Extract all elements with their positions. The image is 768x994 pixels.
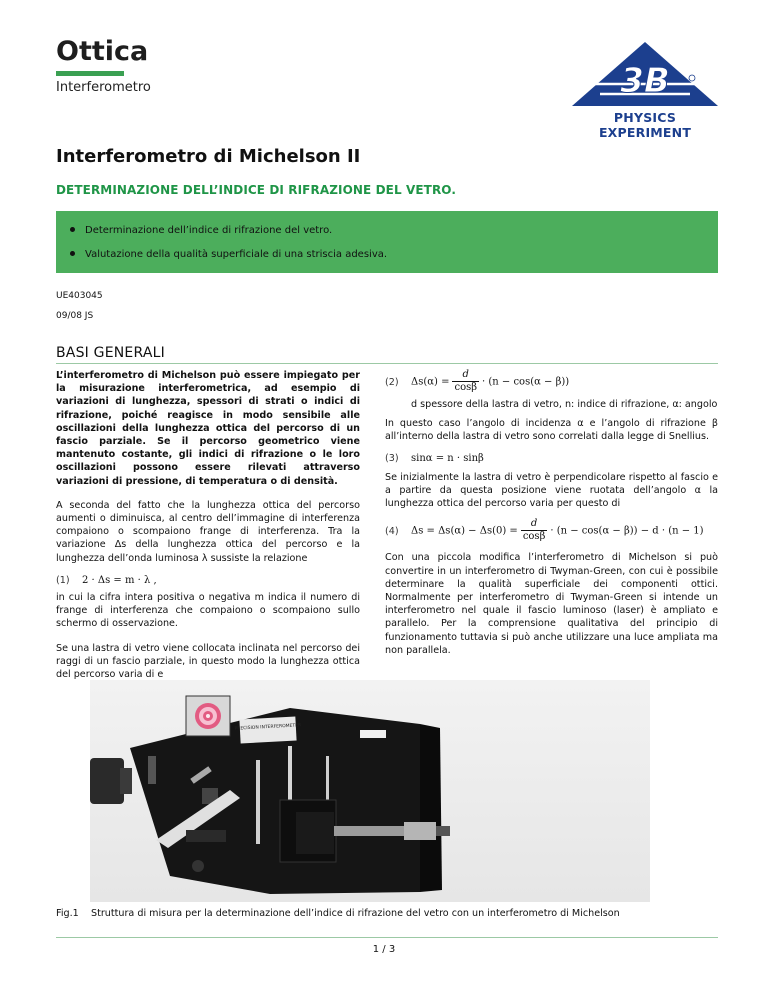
left-column: [56, 369, 360, 681]
intro-paragraph: L’interferometro di Michelson può essere impiegato per la misurazione interferometrica, ad esempio di variazioni di lunghezza, spessori di strati o indici di rifrazione, poiché reagisce in modo sensibile alle oscillazioni della lunghezza ottica del percorso di un fascio parziale. Se il percorso geometrico viene mantenuto costante, gli indici di rifrazione o le loro oscillazioni possono essere rilevati attraverso variazioni di pressione, di temperatura o di densità.: [56, 370, 360, 487]
header-subtitle: Interferometro: [56, 80, 151, 95]
header-title: Ottica: [56, 36, 149, 67]
objectives-box: [56, 211, 718, 273]
equation-1: (1) 2 · Δs = m · λ ,: [56, 574, 157, 586]
paragraph-glass: Se una lastra di vetro viene collocata inclinata nel percorso dei raggi di un fascio parziale, in questo modo la lunghezza ottica del percorso varia di e: [56, 642, 360, 681]
section-title: BASI GENERALI: [56, 345, 165, 361]
logo-lettering: 3B: [620, 61, 670, 101]
panel-label: PRECISION INTERFEROMETER: [234, 723, 302, 732]
paragraph-fringes: A seconda del fatto che la lunghezza ottica del percorso aumenti o diminuisca, al centro dell’immagine di interferenza compaiono o scompaiono frange di interferenza. Tra la variazione Δs della lunghezza ottica del percorso e la lunghezza dell’onda luminosa λ sussiste la relazione: [56, 499, 360, 564]
paragraph-m: in cui la cifra intera positiva o negativa m indica il numero di frange di interferenza che compaiono o scompaiono sullo schermo di osservazione.: [56, 592, 360, 630]
document-date: 09/08 JS: [56, 311, 94, 321]
right-column: [385, 369, 718, 657]
paragraph-twyman-green: Con una piccola modifica l’interferometro di Michelson si può convertire in un interferometro di Twyman-Green, con cui è possibile determinare la qualità superficiale dei componenti ottici. Normalmente per interferometro di Twyman-Green si intende un interferometro nel quale il fascio luminoso (laser) è ampliato e parallelo. Per la comprensione qualitativa del principio di funzionamento tuttavia si può anche utilizzare una luce ampliata ma non parallela.: [385, 552, 718, 656]
interferometer-photo: [90, 680, 650, 902]
objective-item: Determinazione dell’indice di rifrazione del vetro.: [70, 225, 332, 236]
section-divider: [56, 363, 718, 364]
equation-2: (2) Δs(α) = $\frac{d}{\cos\beta}$ · (n − cos(α − β)): [385, 369, 570, 393]
figure-label: Fig.1: [56, 908, 79, 919]
equation-2-note: d spessore della lastra di vetro, n: indice di rifrazione, α: angolo: [411, 399, 718, 410]
header-accent-bar: [56, 71, 124, 76]
paragraph-rotation: Se inizialmente la lastra di vetro è perpendicolare rispetto al fascio e a partire da questa posizione viene ruotata dell’angolo α la lunghezza ottica del percorso varia per questo di: [385, 471, 718, 510]
objective-item: Valutazione della qualità superficiale di una striscia adesiva.: [70, 249, 387, 260]
bullet-icon: [70, 251, 75, 256]
document-subtitle: DETERMINAZIONE DELL’INDICE DI RIFRAZIONE DEL VETRO.: [56, 183, 456, 197]
equation-4: (4) Δs = Δs(α) − Δs(0) = $\frac{d}{\cos\beta}$ · (n − cos(α − β)) − d · (n − 1): [385, 518, 704, 543]
document-title: Interferometro di Michelson II: [56, 146, 361, 167]
page-number: 1 / 3: [372, 944, 396, 955]
footer-divider: [56, 937, 718, 938]
paragraph-snellius: In questo caso l’angolo di incidenza α e l’angolo di rifrazione β all’interno della lastra di vetro sono correlati dalla legge di Snellius.: [385, 418, 718, 443]
equation-3: (3) sinα = n · sinβ: [385, 452, 484, 464]
document-code: UE403045: [56, 291, 103, 301]
bullet-icon: [70, 227, 75, 232]
logo-tagline: PHYSICS EXPERIMENT: [598, 110, 692, 140]
3b-logo: [570, 40, 720, 120]
figure-caption: Struttura di misura per la determinazione dell’indice di rifrazione del vetro con un interferometro di Michelson: [91, 908, 620, 919]
